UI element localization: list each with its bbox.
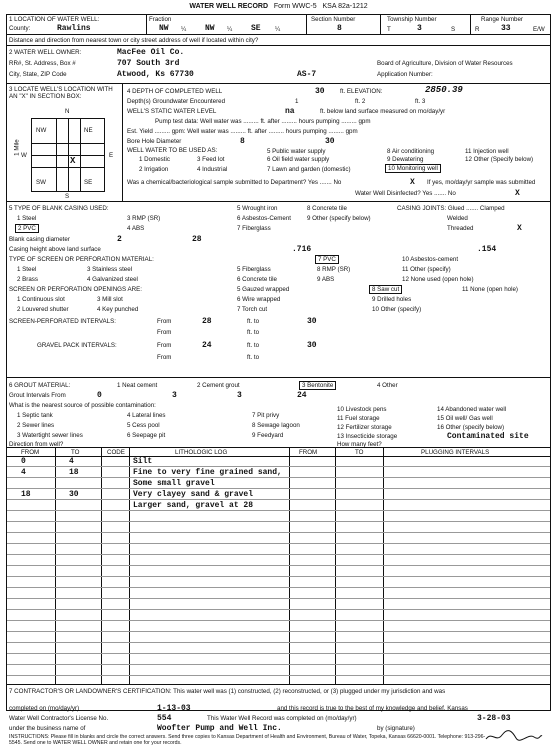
static-level-value: na [285,107,295,116]
log-row [7,578,550,588]
fraction-label: Fraction [149,16,172,23]
section-4-depth [125,84,550,202]
log-row [7,468,550,478]
section-1-location [7,15,550,35]
grout-from: 0 [97,391,102,400]
screen-from: 28 [202,317,212,326]
opening-item[interactable]: 2 Louvered shutter [17,306,69,313]
log-from: 18 [21,490,31,499]
log-row [7,622,550,632]
east-label: E [109,152,114,159]
contam-item[interactable]: 9 Feedyard [252,432,284,439]
diameter-value: 2 [117,235,122,244]
section-5-casing: 5 TYPE OF BLANK CASING USED: 1 Steel 3 RMP (SR) 5 Wrought iron 8 Concrete tile 2 PVC 4 ABS 6 Asbestos-Cement 9 Other (specify below) 7 Fiberglass CASING JOINTS: Glued ....... Clamped Welded Threaded X Blank casing diameter 2 28 Casing height above land surface .716 .154 TYPE OF SCREEN OR PERFORATION MATERIAL: 1 Steel 3 Stainless steel 5 Fiberglass 7 PVC 10 Asbestos-cement 2 Brass 4 Galvanized steel 6 Concrete tile 8 RMP (SR) 9 ABS 11 Other (specify) 12 None used (open hole) SCREEN OR PERFORATION OPENINGS ARE: 1 Continuous slot 3 Mill slot 5 Gauzed wrapped 8 Saw cut 11 None (open hole) 2 Louvered shutter 4 Key punched 6 Wire wrapped 7 Torch cut 9 Drilled holes 10 Other (specify) SCREEN-PERFORATED INTERVALS: From 28 ft. to 30 From ft. to GRAVEL PACK INTERVALS: From 24 ft. to 30 From ft. to [7,202,550,378]
grout-from-2: 3 [237,391,242,400]
casing-item[interactable]: 9 Other (specify below) [307,215,371,222]
casing-item[interactable]: 7 Fiberglass [237,225,271,232]
grout-item[interactable]: 1 Neat cement [117,382,158,389]
bore-value: 8 [240,137,245,146]
instructions: INSTRUCTIONS: Please fill in blanks and circle the correct answers. Send three copies to Kansas Department of Health and Environment, Bureau of Water, Topeka, Kansas 66620-0001. Telephone: 913-296-5545. Send one to WATER WELL OWNER and retain one for your records. [9,734,486,746]
gravel-from: 24 [202,341,212,350]
contam-item[interactable]: 6 Seepage pit [127,432,166,439]
chem-sample-tail: If yes, mo/day/yr sample was submitted [427,179,536,186]
log-code-header: CODE [107,449,125,456]
log-row [7,633,550,643]
elevation-value: 2850.39 [425,85,463,95]
contam-item[interactable]: 8 Sewage lagoon [252,422,300,429]
disinfected-label: Water Well Disinfected? Yes ....... No [355,190,456,197]
how-many-feet-label: How many feet? [337,441,382,448]
township-prefix: T [387,26,391,33]
opening-item[interactable]: 4 Key punched [97,306,139,313]
screen-item[interactable]: 9 ABS [317,276,335,283]
township-label: Township Number [387,16,437,23]
distance-label: Distance and direction from nearest town or city street address of well if located within city? [9,37,259,44]
quarter-sign: ¼ [227,26,233,33]
grout-item-selected[interactable]: 3 Bentonite [299,381,336,390]
log-row [7,556,550,566]
threaded-label: Threaded [447,225,474,232]
use-item-selected[interactable]: 10 Monitoring well [385,164,441,173]
contam-item[interactable]: 12 Fertilizer storage [337,424,392,431]
casing-item[interactable]: 4 ABS [127,225,145,232]
well-location-mark: X [70,156,76,166]
true-statement: and this record is true to the best of my knowledge and belief. Kansas [277,705,468,712]
quarter-sign: ¼ [181,26,187,33]
section-2-owner [7,46,550,84]
record-date: 3-28-03 [477,714,511,723]
log-to: 30 [69,490,79,499]
well-record-form [6,14,551,746]
certification-text: 7 CONTRACTOR'S OR LANDOWNER'S CERTIFICATION: This water well was (1) constructed, (2) reconstructed, or (3) plugged under my jurisdiction and was [9,688,446,695]
groundwater-label: Depth(s) Groundwater Encountered [127,98,226,105]
litho-header: LITHOLOGIC LOG [175,449,228,456]
gravel-label: GRAVEL PACK INTERVALS: [37,342,117,349]
signature [484,729,544,743]
elevation-label: ft. ELEVATION: [340,88,383,95]
use-item[interactable]: 7 Lawn and garden (domestic) [267,166,351,173]
log-row [7,567,550,577]
range-value: 33 [501,24,511,33]
casing-label: 5 TYPE OF BLANK CASING USED: [9,205,109,212]
range-prefix: R [475,26,480,33]
diameter-label: Blank casing diameter [9,236,70,243]
casing-item[interactable]: 3 RMP (SR) [127,215,161,222]
form-number: Form WWC-5 [273,3,317,10]
city-value: Atwood, Ks 67730 [117,70,194,79]
nw-label: NW [36,127,47,134]
casing-item[interactable]: 1 Steel [17,215,37,222]
ne-label: NE [84,127,93,134]
log-row [7,490,550,500]
diameter-to-value: 28 [192,235,202,244]
log-row [7,589,550,599]
opening-item[interactable]: 5 Gauzed wrapped [237,286,290,293]
screen-item[interactable]: 4 Galvanized steel [87,276,138,283]
grout-item[interactable]: 4 Other [377,382,398,389]
log-lithology: Fine to very fine grained sand, [133,468,282,477]
log-row [7,457,550,467]
casing-item[interactable]: 6 Asbestos-Cement [237,215,291,222]
use-item[interactable]: 4 Industrial [197,166,228,173]
opening-item[interactable]: 7 Torch cut [237,306,268,313]
address-value: 707 South 3rd [117,59,180,68]
depth-label: 4 DEPTH OF COMPLETED WELL [127,88,223,95]
gw-2: ft. 2 [355,98,366,105]
log-row [7,545,550,555]
log-row [7,611,550,621]
use-label: WELL WATER TO BE USED AS: [127,147,218,154]
opening-item[interactable]: 11 None (open hole) [462,286,518,293]
contam-item[interactable]: 13 Insecticide storage [337,433,398,440]
opening-item[interactable]: 6 Wire wrapped [237,296,281,303]
screen-label: TYPE OF SCREEN OR PERFORATION MATERIAL: [9,256,154,263]
log-row [7,523,550,533]
casing-item[interactable]: 8 Concrete tile [307,205,347,212]
use-item[interactable]: 1 Domestic [139,156,170,163]
section-number-label: Section Number [311,16,356,23]
quarter-sign: ¼ [275,26,281,33]
section-6-grout [7,378,550,448]
locate-label: 3 LOCATE WELL'S LOCATION WITH AN "X" IN SECTION BOX: [9,86,113,101]
chem-no-mark: X [410,178,415,187]
gw-1: 1 [295,98,299,105]
signature-label: by (signature) [377,725,415,732]
township-value: 3 [417,24,422,33]
grout-item[interactable]: 2 Cement grout [197,382,240,389]
depth-value: 30 [315,87,325,96]
casing-item-selected[interactable]: 2 PVC [15,224,39,233]
opening-item[interactable]: 10 Other (specify) [372,306,422,313]
screen-item[interactable]: 6 Concrete tile [237,276,277,283]
south-label: S [65,193,70,200]
address-label: RR#, St. Address, Box # [9,60,76,67]
code-value: AS-7 [297,70,317,79]
north-label: N [65,108,70,115]
log-lithology: Larger sand, gravel at 28 [133,501,254,510]
static-level-label: WELL'S STATIC WATER LEVEL [127,108,217,115]
opening-item-selected[interactable]: 8 Saw cut [369,285,402,294]
distance-row [7,35,550,46]
section-locator [7,84,123,202]
chem-sample-label: Was a chemical/bacteriological sample submitted to Department? Yes ....... No [127,179,342,186]
city-label: City, State, ZIP Code [9,71,67,78]
screen-item-selected[interactable]: 7 PVC [315,255,339,264]
range-suffix: E/W [533,26,545,33]
screen-to: 30 [307,317,317,326]
gw-3: ft. 3 [415,98,426,105]
opening-item[interactable]: 3 Mill slot [97,296,123,303]
plug-to-header: TO [355,449,364,456]
log-row [7,644,550,654]
screen-item[interactable]: 10 Asbestos-cement [402,256,459,263]
contam-item[interactable]: 4 Lateral lines [127,412,166,419]
form-header [0,0,557,14]
log-row [7,534,550,544]
contam-item[interactable]: 11 Fuel storage [337,415,380,422]
use-item[interactable]: 11 Injection well [465,148,509,155]
quarter-3: SE [251,24,261,33]
screen-intervals-label: SCREEN-PERFORATED INTERVALS: [9,318,116,325]
section-grid [31,118,105,192]
screen-item[interactable]: 3 Stainless steel [87,266,133,273]
use-item[interactable]: 3 Feed lot [197,156,225,163]
quarter-1: NW [159,24,169,33]
static-level-tail: ft. below land surface measured on mo/day/yr [320,108,446,115]
license-number: 554 [157,714,172,723]
use-item[interactable]: 9 Dewatering [387,156,424,163]
use-item[interactable]: 12 Other (Specify below) [465,156,534,163]
use-item[interactable]: 5 Public water supply [267,148,326,155]
contam-item[interactable]: 14 Abandoned water well [437,406,507,413]
welded-label: Welded [447,215,468,222]
pump-test-row: Pump test data: Well water was ......... ft. after ......... hours pumping ......... gpm [155,118,371,125]
contam-item[interactable]: 15 Oil well/ Gas well [437,415,493,422]
use-item[interactable]: 8 Air conditioning [387,148,435,155]
use-item[interactable]: 2 Irrigation [139,166,169,173]
ksa-ref: KSA 82a-1212 [322,3,368,10]
contamination-label: What is the nearest source of possible contamination: [9,402,156,409]
application-number-label: Application Number: [377,71,433,78]
se-label: SE [84,179,93,186]
screen-item[interactable]: 12 None used (open hole) [402,276,474,283]
yield-row: Est. Yield ......... gpm: Well water was ......... ft. after ......... hours pumping ......... gpm [127,128,358,135]
form-title: WATER WELL RECORD [189,3,269,10]
section-number: 8 [337,24,342,33]
plugging-header: PLUGGING INTERVALS [421,449,490,456]
contam-item[interactable]: 7 Pit privy [252,412,280,419]
completed-label: completed on (mo/day/yr) [9,705,80,712]
screen-item[interactable]: 11 Other (specify) [402,266,451,273]
log-lithology: Some small gravel [133,479,215,488]
disinfected-no-mark: X [515,189,520,198]
county-label: County: [9,25,31,32]
log-row [7,479,550,489]
log-from-header: FROM [21,449,40,456]
license-label: Water Well Contractor's License No. [9,715,109,722]
casing-joints-label: CASING JOINTS: Glued ....... Clamped [397,205,505,212]
contam-item[interactable]: 3 Watertight sewer lines [17,432,83,439]
log-row [7,666,550,676]
grout-intervals-label: Grout Intervals From [9,392,66,399]
quarter-2: NW [205,24,215,33]
casing-item[interactable]: 5 Wrought iron [237,205,278,212]
opening-item[interactable]: 9 Drilled holes [372,296,412,303]
direction-label: Direction from well? [9,441,64,448]
opening-item[interactable]: 1 Continuous slot [17,296,65,303]
screen-item[interactable]: 8 RMP (SR) [317,266,351,273]
log-lithology: Silt [133,457,153,466]
use-item[interactable]: 6 Oil field water supply [267,156,330,163]
plug-from-header: FROM [299,449,318,456]
record-label: This Water Well Record was completed on (mo/day/yr) [207,715,357,722]
contam-item[interactable]: 1 Septic tank [17,412,53,419]
thickness-value: .154 [477,245,497,254]
completed-date: 1-13-03 [157,704,191,713]
log-row [7,501,550,511]
grout-to: 3 [172,391,177,400]
business-label: under the business name of [9,725,86,732]
screen-item[interactable]: 5 Fiberglass [237,266,271,273]
screen-item[interactable]: 1 Steel [17,266,37,273]
owner-value: MacFee Oil Co. [117,48,185,57]
contam-item[interactable]: 16 Other (specify below) [437,424,505,431]
log-from: 4 [21,468,26,477]
contam-item[interactable]: 2 Sewer lines [17,422,55,429]
contam-site-value: Contaminated site [447,432,529,441]
openings-label: SCREEN OR PERFORATION OPENINGS ARE: [9,286,142,293]
log-row [7,512,550,522]
log-to-header: TO [71,449,80,456]
bore-to-value: 30 [325,137,335,146]
grout-label: 6 GROUT MATERIAL: [9,382,71,389]
mile-label: 1 Mile [13,139,21,156]
log-from: 0 [21,457,26,466]
contam-item[interactable]: 10 Livestock pens [337,406,387,413]
gravel-to: 30 [307,341,317,350]
log-to: 18 [69,468,79,477]
section-3-4 [7,84,550,202]
log-row [7,655,550,665]
contam-item[interactable]: 5 Cess pool [127,422,160,429]
range-label: Range Number [481,16,523,23]
log-lithology: Very clayey sand & gravel [133,490,254,499]
weight-value: .716 [292,245,312,254]
screen-item[interactable]: 2 Brass [17,276,38,283]
business-name: Woofter Pump and Well Inc. [157,724,282,733]
section-1-label: 1 LOCATION OF WATER WELL: [9,16,100,23]
owner-label: 2 WATER WELL OWNER: [9,49,82,56]
lithologic-log [7,448,550,685]
board-label: Board of Agriculture, Division of Water Resources [377,60,513,67]
log-row [7,600,550,610]
grout-to-2: 24 [297,391,307,400]
township-suffix: S [451,26,456,33]
log-to: 4 [69,457,74,466]
bore-label: Bore Hole Diameter [127,138,182,145]
casing-height-label: Casing height above land surface [9,246,101,253]
county-value: Rawlins [57,24,91,33]
threaded-mark: X [517,224,522,233]
west-label: W [21,152,27,159]
section-7-certification [7,685,550,745]
sw-label: SW [36,179,46,186]
